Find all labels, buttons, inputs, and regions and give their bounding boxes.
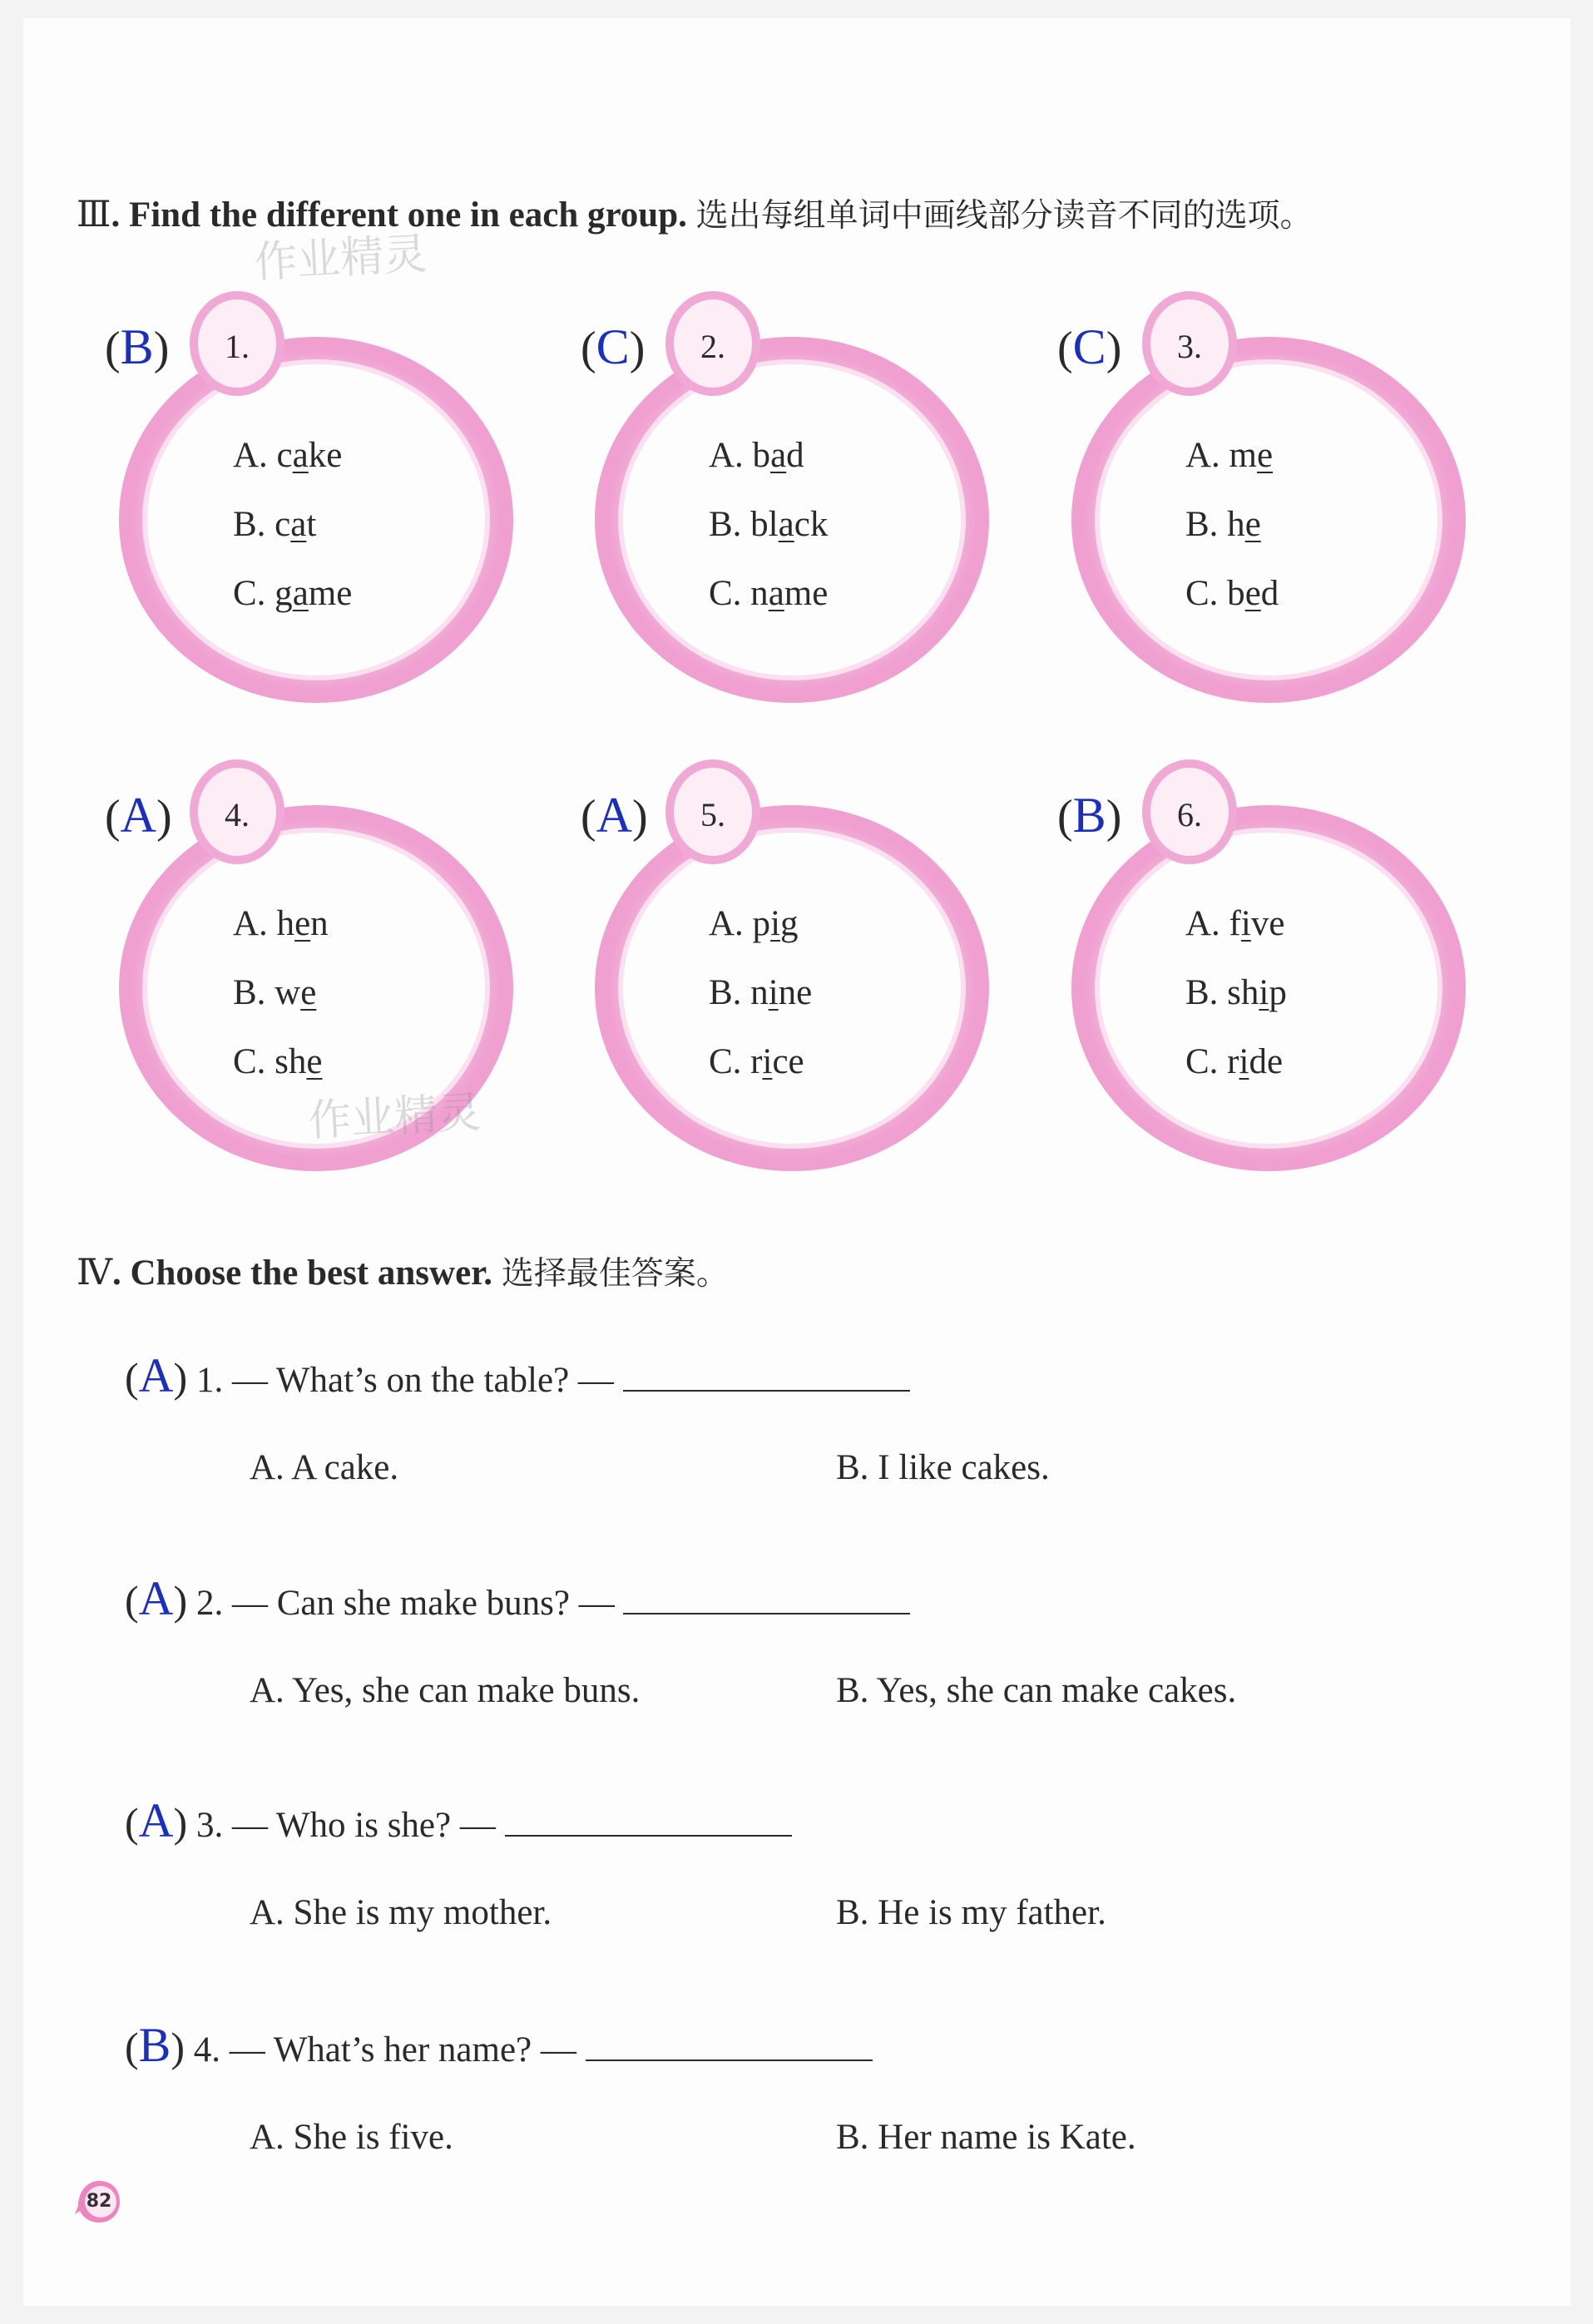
underlined-letter: i	[1240, 904, 1251, 943]
question-4	[125, 2017, 873, 2073]
option-prefix: B. n	[709, 973, 769, 1012]
answer-letter: B	[1072, 788, 1106, 843]
watermark: 作业精灵	[306, 1087, 482, 1147]
underlined-letter: i	[1239, 1042, 1249, 1081]
answer-letter: B	[138, 2018, 171, 2072]
option-prefix: C. g	[233, 574, 293, 613]
option-suffix: d	[786, 436, 804, 475]
option-prefix: B. sh	[1185, 973, 1259, 1012]
option-c	[709, 1041, 804, 1082]
option-a	[233, 903, 329, 944]
pink-ring-icon	[108, 295, 541, 728]
group-answer: (B)	[105, 319, 170, 374]
option-prefix: C. sh	[233, 1042, 307, 1081]
option-b	[709, 504, 828, 545]
underlined-letter: i	[1259, 973, 1269, 1012]
underlined-letter: e	[300, 973, 317, 1012]
answer-letter: A	[596, 788, 632, 843]
underlined-letter: e	[294, 904, 311, 943]
option-a	[709, 903, 799, 944]
group-answer: (A)	[581, 788, 648, 843]
underlined-letter: a	[770, 436, 787, 475]
answer-blank	[505, 1810, 792, 1837]
option-suffix: me	[308, 574, 353, 613]
pink-ring-icon	[1061, 295, 1493, 728]
choice-a: A. She is my mother.	[250, 1893, 552, 1932]
question-3	[125, 1792, 792, 1848]
underlined-letter: e	[306, 1042, 323, 1081]
option-suffix: n	[310, 904, 329, 943]
answer-blank	[586, 2035, 873, 2061]
group-answer: (B)	[1057, 788, 1122, 843]
question-text: 2. — Can she make buns? —	[195, 1584, 615, 1623]
option-c	[709, 573, 828, 614]
group-answer: (C)	[581, 319, 646, 374]
answer-blank	[623, 1588, 910, 1614]
choice-b: B. Yes, she can make cakes.	[836, 1671, 1237, 1710]
underlined-letter: a	[778, 505, 794, 544]
option-a	[709, 435, 804, 476]
underlined-letter: e	[1244, 574, 1261, 613]
section-4-numeral: Ⅳ	[77, 1253, 112, 1293]
choice-b: B. I like cakes.	[836, 1448, 1050, 1487]
option-suffix: d	[1260, 574, 1279, 613]
answer-letter: A	[138, 1793, 174, 1847]
option-c	[1185, 1041, 1283, 1082]
underlined-letter: i	[762, 1042, 773, 1081]
answer-letter: B	[120, 319, 154, 374]
option-b	[1185, 972, 1287, 1013]
answer-blank	[623, 1365, 910, 1392]
answer-letter: A	[138, 1571, 174, 1625]
section-4-title	[77, 1248, 729, 1294]
option-prefix: B. bl	[709, 505, 779, 544]
answer-bracket: )	[173, 1577, 188, 1624]
option-c	[1185, 573, 1279, 614]
underlined-letter: a	[292, 574, 309, 613]
option-suffix: de	[1249, 1042, 1284, 1081]
option-a	[233, 435, 342, 476]
question-text: 1. — What’s on the table? —	[195, 1361, 614, 1400]
option-suffix: ce	[772, 1042, 804, 1081]
section-3-heading: . Find the different one in each group.	[111, 195, 687, 235]
option-prefix: A. h	[233, 904, 295, 943]
option-prefix: A. p	[709, 904, 771, 943]
section-4-heading: . Choose the best answer.	[111, 1253, 493, 1293]
word-group-6	[1057, 764, 1526, 1196]
option-prefix: A. f	[1185, 904, 1241, 943]
answer-bracket: )	[173, 1799, 188, 1846]
option-prefix: B. w	[233, 973, 301, 1012]
option-a	[1185, 903, 1284, 944]
choice-a: A. Yes, she can make buns.	[250, 1671, 641, 1710]
option-prefix: C. r	[709, 1042, 763, 1081]
underlined-letter: i	[770, 904, 781, 943]
watermark: 作业精灵	[252, 229, 428, 289]
choice-b: B. Her name is Kate.	[836, 2118, 1136, 2157]
option-b	[709, 972, 812, 1013]
group-number: 1.	[225, 328, 250, 365]
group-number: 2.	[700, 328, 725, 365]
option-b	[233, 504, 316, 545]
question-text: 3. — Who is she? —	[195, 1806, 496, 1845]
answer-bracket: )	[173, 1354, 188, 1401]
underlined-letter: e	[1244, 505, 1261, 544]
option-suffix: p	[1269, 973, 1287, 1012]
option-suffix: ck	[794, 505, 829, 544]
option-b	[233, 972, 316, 1013]
answer-letter: A	[138, 1348, 174, 1402]
option-prefix: C. r	[1185, 1042, 1239, 1081]
underlined-letter: a	[292, 436, 309, 475]
group-number: 3.	[1177, 328, 1202, 365]
page-number-badge	[73, 2176, 125, 2228]
answer-bracket: (	[125, 1577, 139, 1624]
page-number: 82	[86, 2191, 112, 2212]
option-a	[1185, 435, 1273, 476]
choice-a: A. She is five.	[250, 2118, 453, 2157]
option-c	[233, 1041, 323, 1082]
option-prefix: B. c	[233, 505, 291, 544]
word-group-2	[581, 295, 1050, 728]
answer-bracket: (	[125, 1799, 139, 1846]
option-prefix: A. b	[709, 436, 771, 475]
question-1	[125, 1347, 910, 1403]
choice-a: A. A cake.	[250, 1448, 399, 1487]
option-suffix: ve	[1250, 904, 1285, 943]
answer-letter: C	[596, 319, 630, 374]
option-prefix: A. c	[233, 436, 293, 475]
underlined-letter: e	[1257, 436, 1274, 475]
group-number: 5.	[700, 796, 725, 833]
option-suffix: ne	[778, 973, 813, 1012]
option-c	[233, 573, 352, 614]
underlined-letter: a	[290, 505, 307, 544]
section-3-instruction: 选出每组单词中画线部分读音不同的选项。	[695, 197, 1313, 235]
answer-bracket: (	[125, 2024, 139, 2070]
answer-letter: A	[120, 788, 156, 843]
option-suffix: ke	[308, 436, 343, 475]
word-group-5	[581, 764, 1050, 1196]
option-prefix: C. b	[1185, 574, 1245, 613]
word-group-1	[105, 295, 574, 728]
choice-b: B. He is my father.	[836, 1893, 1106, 1932]
answer-bracket: (	[125, 1354, 139, 1401]
group-number: 4.	[225, 796, 250, 833]
option-suffix: t	[306, 505, 317, 544]
option-prefix: B. h	[1185, 505, 1245, 544]
question-text: 4. — What’s her name? —	[193, 2030, 576, 2069]
underlined-letter: a	[768, 574, 784, 613]
option-suffix: me	[784, 574, 829, 613]
answer-letter: C	[1072, 319, 1106, 374]
section-3-numeral: Ⅲ	[77, 195, 111, 235]
question-2	[125, 1570, 910, 1626]
word-group-3	[1057, 295, 1526, 728]
group-number: 6.	[1177, 796, 1202, 833]
group-answer: (C)	[1057, 319, 1122, 374]
option-prefix: C. n	[709, 574, 769, 613]
underlined-letter: i	[768, 973, 779, 1012]
answer-bracket: )	[171, 2024, 185, 2070]
section-4-instruction: 选择最佳答案。	[501, 1255, 729, 1293]
option-suffix: g	[780, 904, 799, 943]
group-answer: (A)	[105, 788, 172, 843]
option-b	[1185, 504, 1261, 545]
option-prefix: A. m	[1185, 436, 1257, 475]
